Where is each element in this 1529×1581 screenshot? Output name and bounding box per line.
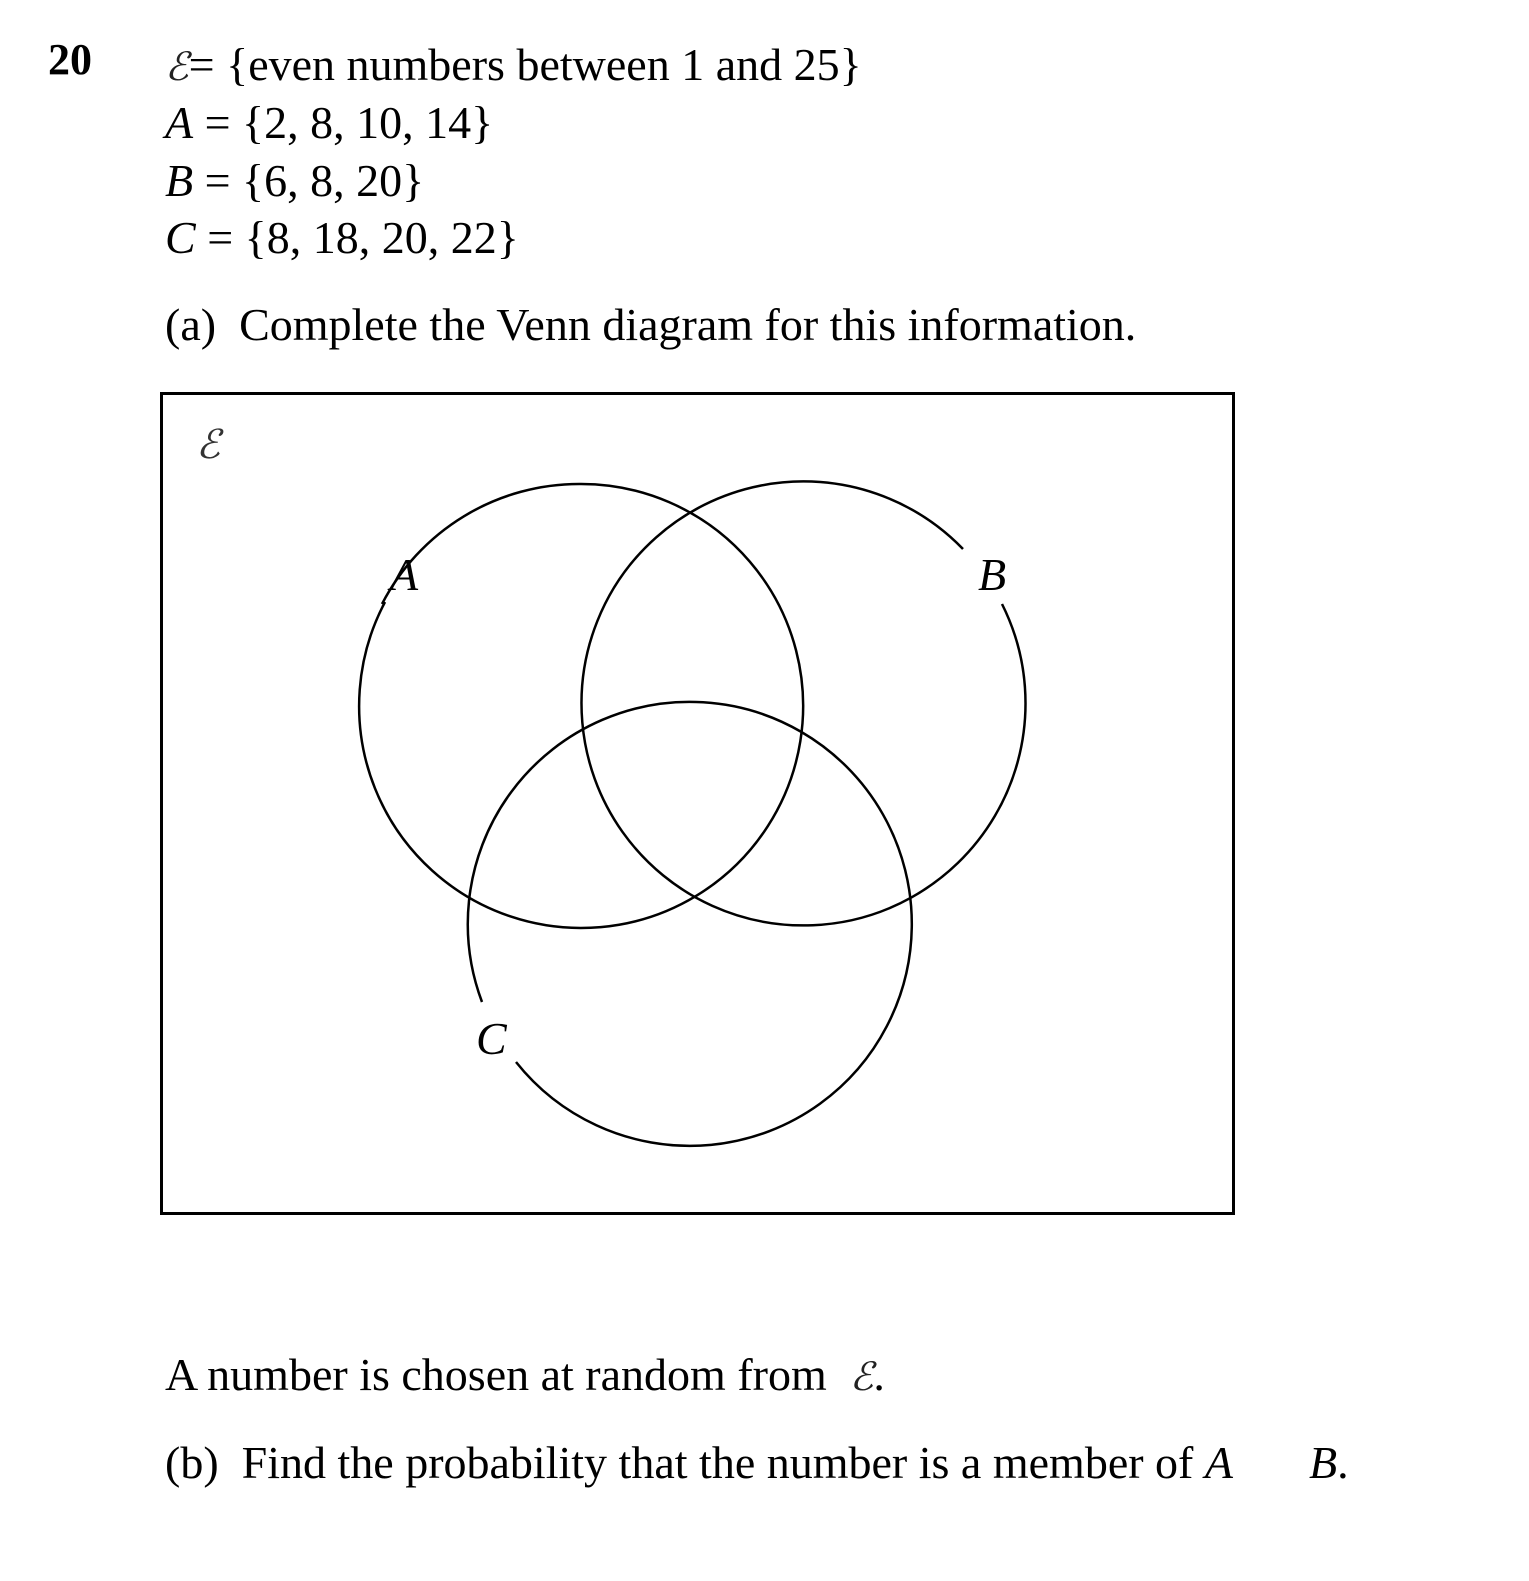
- circle-a-label: A: [390, 549, 419, 600]
- part-b-set-b: B: [1309, 1437, 1338, 1488]
- random-choice-text: A number is chosen at random from: [165, 1349, 827, 1400]
- random-choice-statement: [165, 1349, 885, 1400]
- set-a-name: A: [165, 97, 194, 148]
- part-a-label: (a): [165, 299, 217, 350]
- part-b-label: (b): [165, 1437, 219, 1488]
- universal-set-definition: [165, 39, 862, 90]
- venn-diagram: [160, 392, 1235, 1215]
- set-b-text: = {6, 8, 20}: [193, 155, 425, 206]
- universal-set-label: ℰ: [196, 422, 221, 468]
- circle-b-label: B: [978, 549, 1007, 600]
- universal-set-symbol: ℰ: [165, 45, 189, 90]
- universal-set-symbol-inline: ℰ: [849, 1355, 874, 1400]
- part-b-set-a: A: [1204, 1437, 1233, 1488]
- part-a-text: Complete the Venn diagram for this information.: [239, 299, 1137, 350]
- set-a-definition: [165, 97, 494, 148]
- set-b-definition: [165, 155, 425, 206]
- part-b-end: .: [1337, 1437, 1349, 1488]
- part-b-instruction: [165, 1437, 1349, 1488]
- set-b-name: B: [165, 155, 194, 206]
- set-c-definition: [165, 212, 519, 263]
- question-number: 20: [48, 35, 92, 84]
- part-b-text: Find the probability that the number is a member of: [241, 1437, 1194, 1488]
- random-choice-end: .: [873, 1349, 885, 1400]
- universal-set-text: = {even numbers between 1 and 25}: [188, 39, 862, 90]
- circle-c-label: C: [476, 1013, 507, 1064]
- set-c-name: C: [165, 212, 196, 263]
- part-a-instruction: [165, 299, 1137, 350]
- set-c-text: = {8, 18, 20, 22}: [195, 212, 519, 263]
- set-a-text: = {2, 8, 10, 14}: [193, 97, 494, 148]
